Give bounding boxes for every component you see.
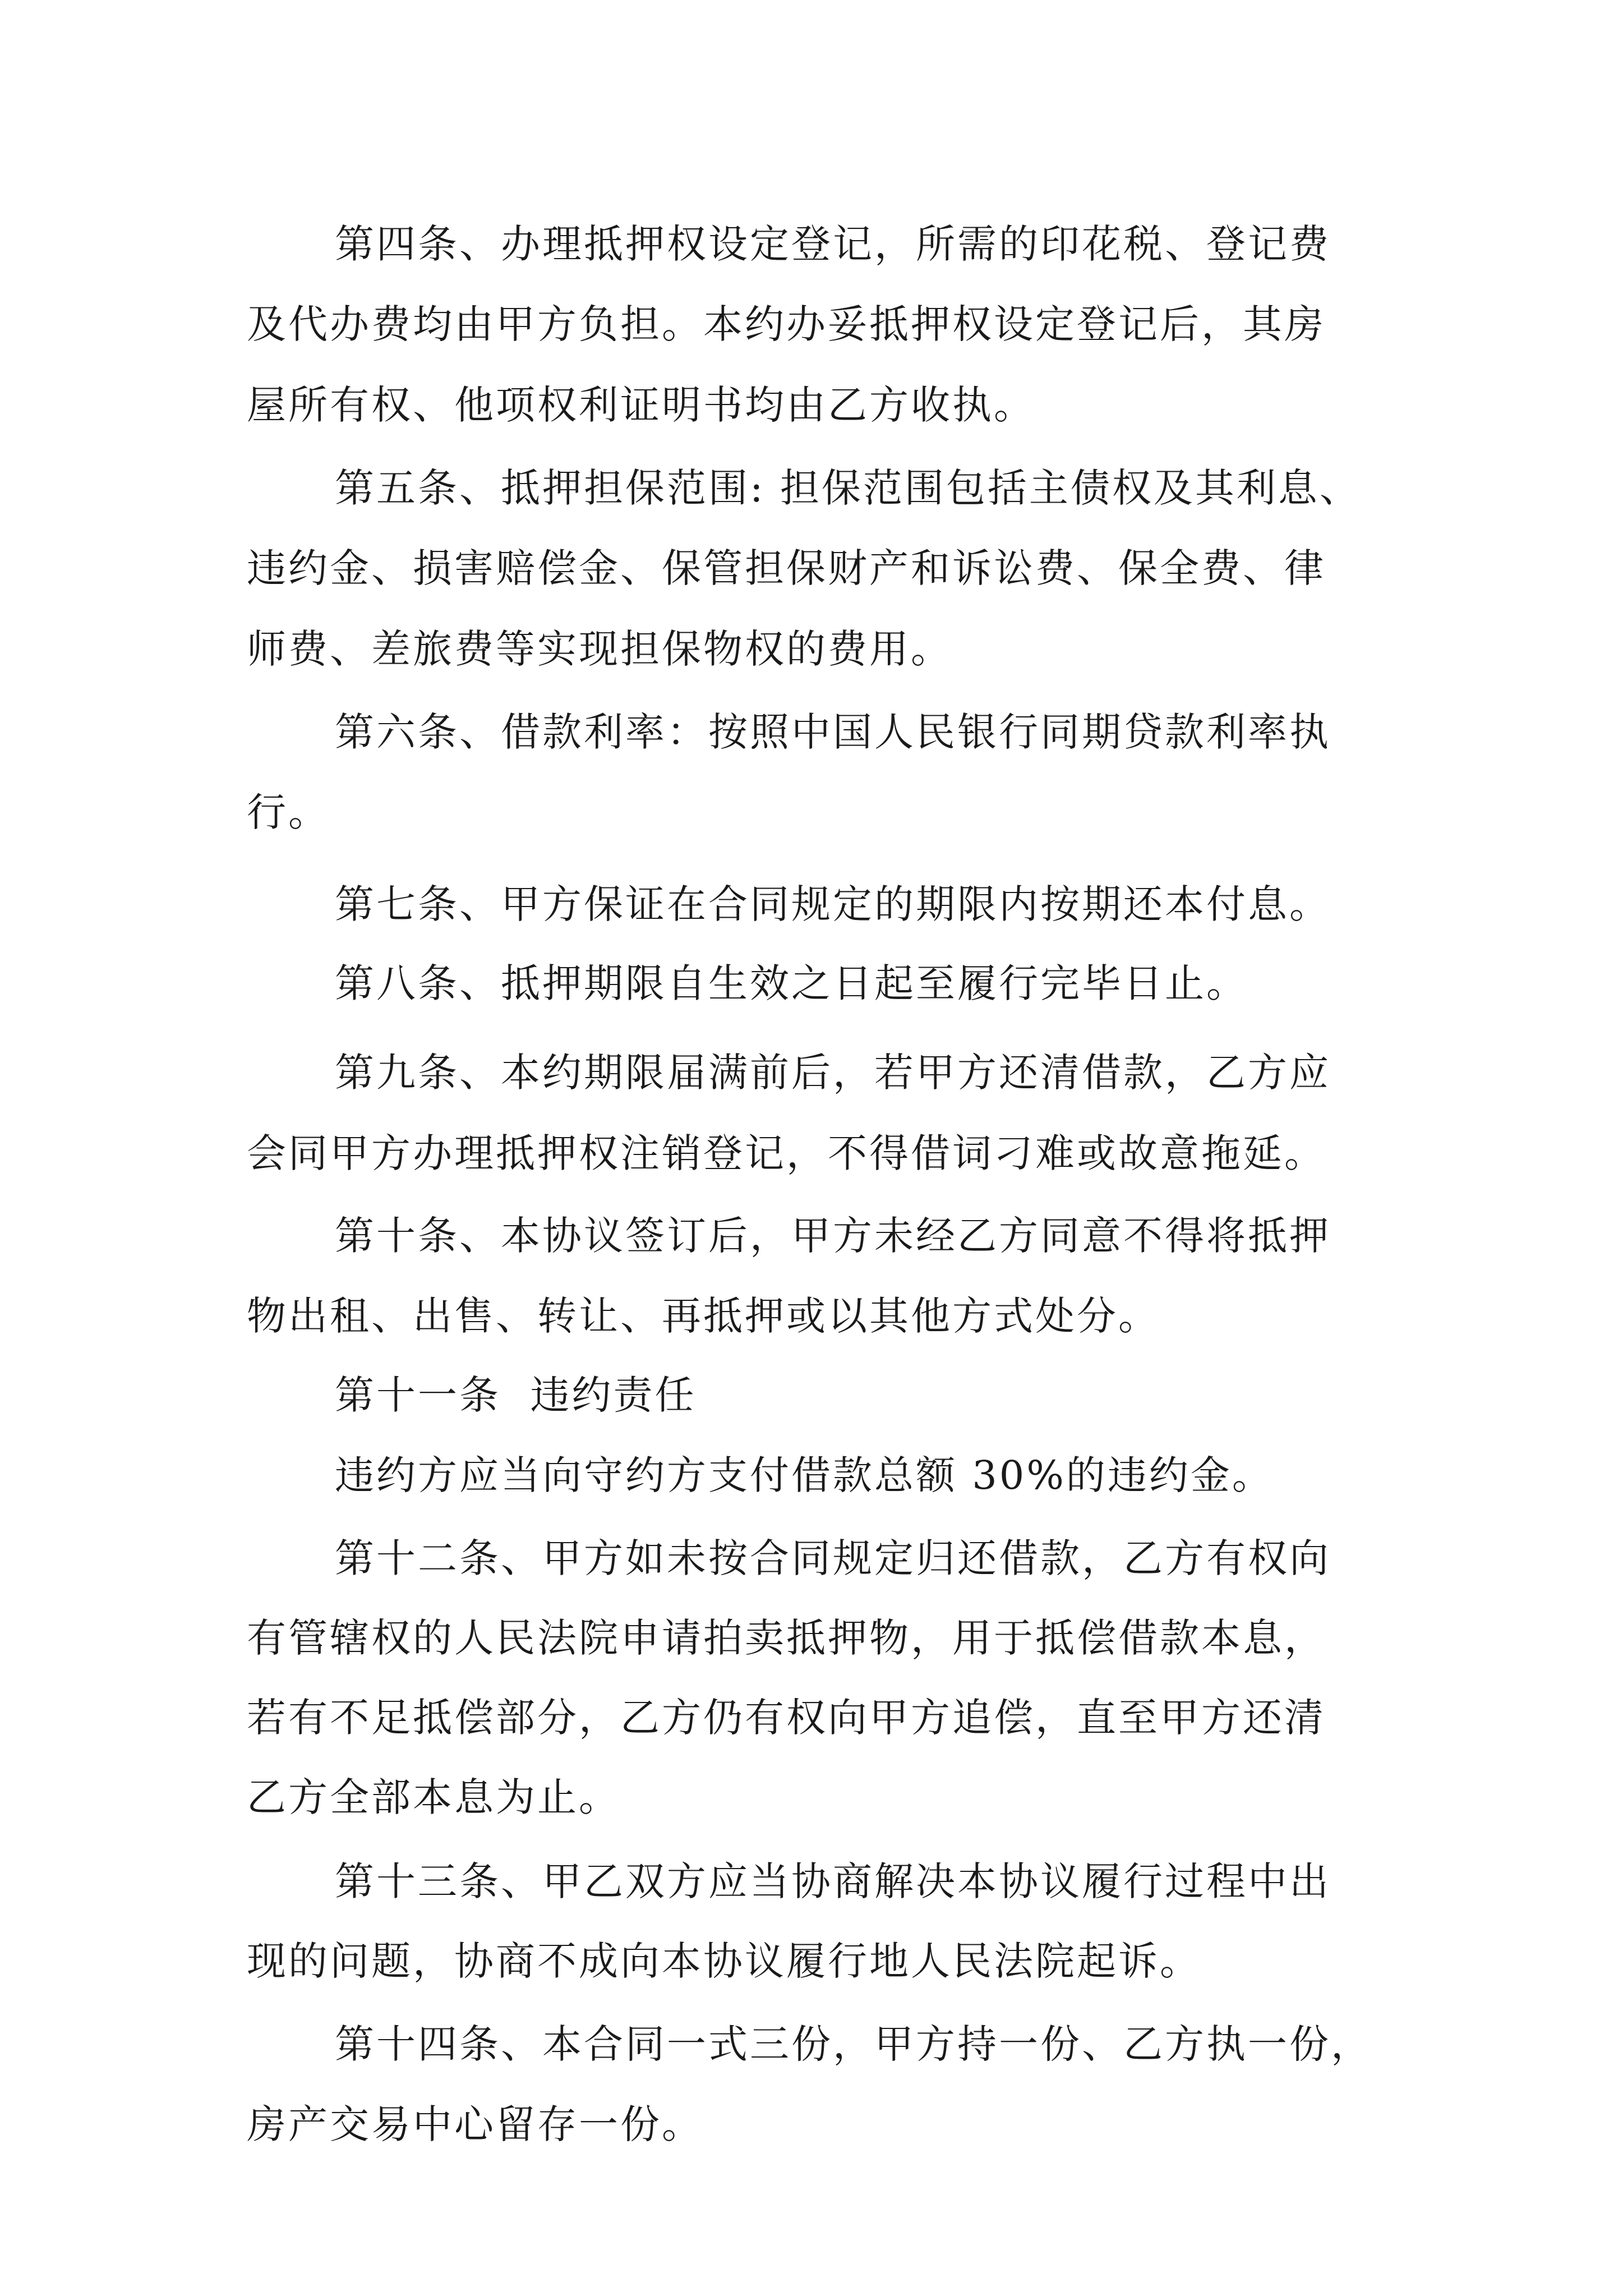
text-line: 乙方全部本息为止。 [247, 1774, 620, 1820]
text-line: 第十一条 违约责任 [335, 1372, 697, 1418]
text-line: 第四条、办理抵押权设定登记，所需的印花税、登记费 [335, 221, 1331, 267]
text-line: 及代办费均由甲方负担。本约办妥抵押权设定登记后，其房 [247, 301, 1326, 347]
text-line: 会同甲方办理抵押权注销登记，不得借词刁难或故意拖延。 [247, 1130, 1326, 1176]
text-line: 违约金、损害赔偿金、保管担保财产和诉讼费、保全费、律 [247, 545, 1326, 591]
text-line: 违约方应当向守约方支付借款总额 30%的违约金。 [335, 1452, 1274, 1498]
text-line: 屋所有权、他项权利证明书均由乙方收执。 [247, 382, 1035, 428]
text-line: 第十二条、甲方如未按合同规定归还借款，乙方有权向 [335, 1535, 1331, 1581]
text-line: 第六条、借款利率：按照中国人民银行同期贷款利率执 [335, 709, 1331, 755]
text-line: 房产交易中心留存一份。 [247, 2101, 703, 2147]
text-line: 第五条、抵押担保范围: 担保范围包括主债权及其利息、 [335, 465, 1361, 511]
text-line: 物出租、出售、转让、再抵押或以其他方式处分。 [247, 1293, 1160, 1339]
text-line: 第十三条、甲乙双方应当协商解决本协议履行过程中出 [335, 1858, 1331, 1904]
text-line: 第十条、本协议签订后，甲方未经乙方同意不得将抵押 [335, 1213, 1331, 1259]
text-line: 第七条、甲方保证在合同规定的期限内按期还本付息。 [335, 881, 1331, 927]
text-line: 第九条、本约期限届满前后，若甲方还清借款，乙方应 [335, 1050, 1331, 1096]
text-line: 师费、差旅费等实现担保物权的费用。 [247, 626, 952, 672]
text-line: 现的问题，协商不成向本协议履行地人民法院起诉。 [247, 1938, 1201, 1984]
text-line: 第八条、抵押期限自生效之日起至履行完毕日止。 [335, 960, 1248, 1006]
text-line: 第十四条、本合同一式三份，甲方持一份、乙方执一份， [335, 2021, 1372, 2067]
text-line: 行。 [247, 789, 330, 835]
text-line: 有管辖权的人民法院申请拍卖抵押物，用于抵偿借款本息， [247, 1615, 1326, 1661]
text-line: 若有不足抵偿部分，乙方仍有权向甲方追偿，直至甲方还清 [247, 1695, 1326, 1741]
